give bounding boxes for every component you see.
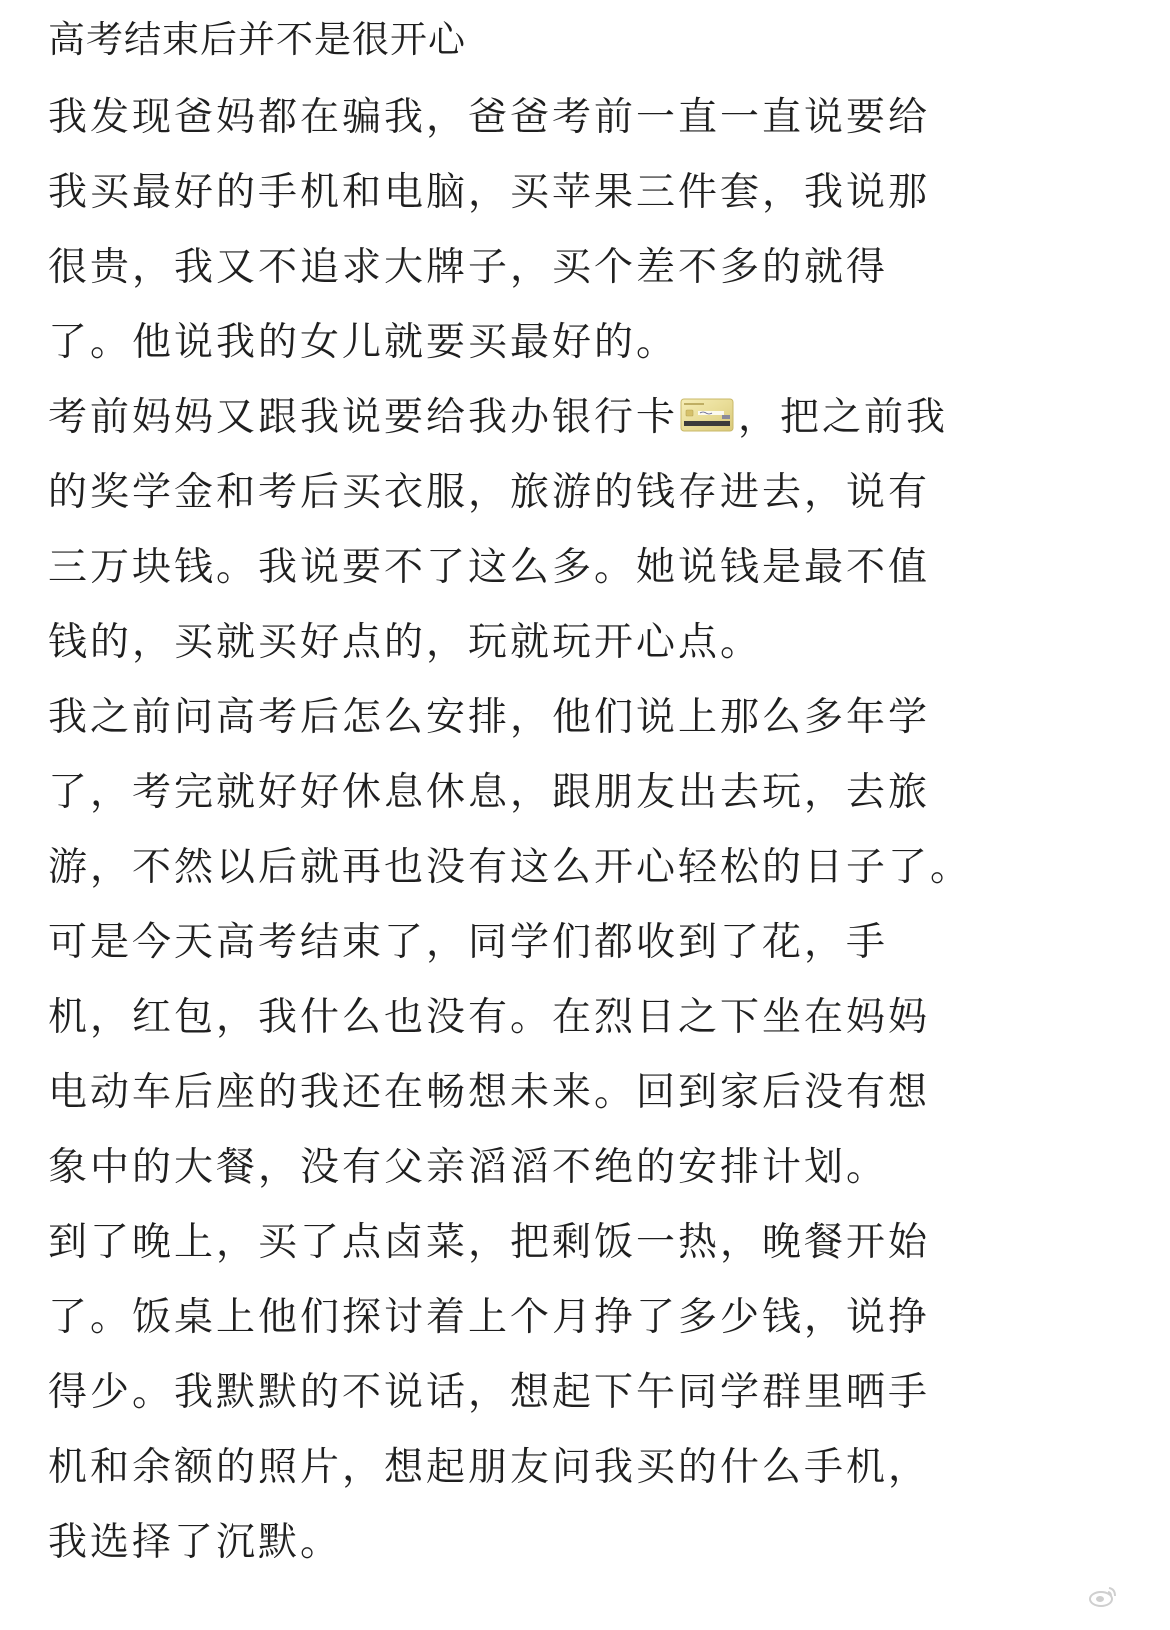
post-title: 高考结束后并不是很开心 (48, 18, 466, 61)
weibo-logo-icon (1088, 1584, 1118, 1608)
paragraph-line: 象中的大餐，没有父亲滔滔不绝的安排计划。 (48, 1145, 889, 1190)
paragraph-line: 得少。我默默的不说话，想起下午同学群里晒手 (48, 1370, 931, 1415)
paragraph-line: 可是今天高考结束了，同学们都收到了花，手 (48, 920, 889, 965)
paragraph-line: 的奖学金和考后买衣服，旅游的钱存进去，说有 (48, 470, 931, 515)
paragraph-line: 电动车后座的我还在畅想未来。回到家后没有想 (48, 1070, 931, 1115)
credit-card-icon (680, 398, 734, 432)
paragraph-line: 机，红包，我什么也没有。在烈日之下坐在妈妈 (48, 995, 931, 1040)
paragraph-line: 了，考完就好好休息休息，跟朋友出去玩，去旅 (48, 770, 931, 815)
paragraph-line: 机和余额的照片，想起朋友问我买的什么手机， (48, 1445, 931, 1490)
paragraph-line: 三万块钱。我说要不了这么多。她说钱是最不值 (48, 545, 931, 590)
paragraph-line-with-emoji (48, 392, 948, 444)
paragraph-line: 了。饭桌上他们探讨着上个月挣了多少钱，说挣 (48, 1295, 931, 1340)
paragraph-line: 我买最好的手机和电脑，买苹果三件套，我说那 (48, 170, 931, 215)
paragraph-line: 钱的，买就买好点的，玩就玩开心点。 (48, 620, 763, 665)
paragraph-line: 了。他说我的女儿就要买最好的。 (48, 320, 679, 365)
paragraph-line: 很贵，我又不追求大牌子，买个差不多的就得 (48, 245, 889, 290)
paragraph-line: 到了晚上，买了点卤菜，把剩饭一热，晚餐开始 (48, 1220, 931, 1265)
weibo-watermark (1088, 1584, 1118, 1608)
line-text-after-emoji: ，把之前我 (738, 395, 949, 440)
paragraph-line: 我之前问高考后怎么安排，他们说上那么多年学 (48, 695, 931, 740)
paragraph-line: 我选择了沉默。 (48, 1520, 343, 1565)
line-text-before-emoji: 考前妈妈又跟我说要给我办银行卡 (48, 395, 679, 440)
paragraph-line: 我发现爸妈都在骗我，爸爸考前一直一直说要给 (48, 95, 931, 140)
paragraph-line: 游，不然以后就再也没有这么开心轻松的日子了。 (48, 845, 973, 890)
